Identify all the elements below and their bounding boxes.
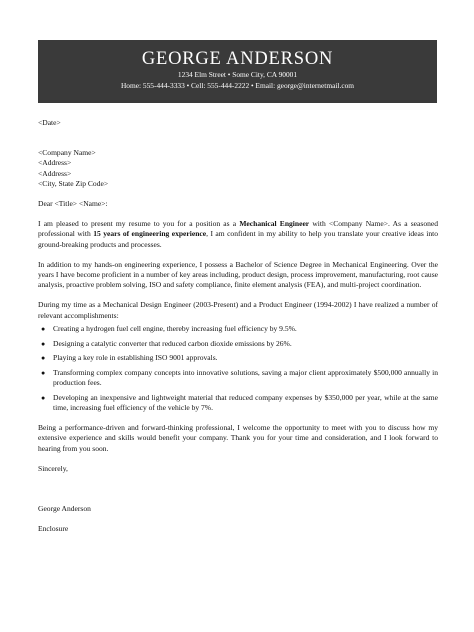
closing-sincerely: Sincerely, [38,463,68,473]
list-item [38,339,438,349]
paragraph-intro [38,219,438,250]
sender-contact: Home: 555-444-3333 • Cell: 555-444-2222 • Email: george@internetmail.com [120,81,355,90]
bullet-icon: ● [41,394,46,403]
recipient-city-state-zip: <City, State Zip Code> [38,178,109,188]
paragraph-experience: During my time as a Mechanical Design Engineer (2003-Present) and a Product Engineer (1994-2002) I have realized a number of relevant accomplishments: [38,300,438,320]
bullet-icon: ● [41,354,46,363]
paragraph-skills: In addition to my hands-on engineering experience, I possess a Bachelor of Science Degree in Mechanical Engineering. Over the years I have become proficient in a number of key areas including, product design, process improvement, manufacturing, root cause analysis, proactive problem solving, ISO and safety compliance, finite element analysis (FEA), and multi-project coordination. [38,259,438,290]
recipient-block [38,148,438,189]
recipient-address-2: <Address> [38,168,72,178]
sender-address: 1234 Elm Street • Some City, CA 90001 [177,70,298,79]
salutation: Dear <Title> <Name>: [38,199,108,209]
bullet-icon: ● [41,324,46,333]
signature-name: George Anderson [38,504,91,514]
sender-name: GEORGE ANDERSON [141,49,334,69]
bullet-icon: ● [41,369,46,378]
list-item-text: Designing a catalytic converter that reduced carbon dioxide emissions by 26%. [53,338,292,348]
recipient-company: <Company Name> [38,148,96,158]
list-item [38,368,438,388]
accomplishments-list [38,324,438,414]
list-item-text: Transforming complex company concepts into innovative solutions, saving a major client approximately $500,000 annually in production fees. [53,368,438,388]
letterhead [38,40,437,103]
list-item-text: Developing an inexpensive and lightweight material that reduced company expenses by $350,000 per year, while at the same time, increasing fuel efficiency of the vehicle by 7%. [53,393,438,413]
letter-body [38,118,438,534]
list-item [38,324,438,334]
list-item-text: Playing a key role in establishing ISO 9001 approvals. [53,353,218,363]
paragraph-closing: Being a performance-driven and forward-thinking professional, I welcome the opportunity to meet with you to discuss how my extensive experience and skills would benefit your company. Thank you for your time and consideration, and I look forward to hearing from you soon. [38,423,438,453]
list-item [38,353,438,363]
list-item-text: Creating a hydrogen fuel cell engine, thereby increasing fuel efficiency by 9.5%. [53,323,297,333]
intro-text-1: I am pleased to present my resume to you for a position as a [38,219,240,229]
intro-experience: 15 years of engineering experience [93,229,207,239]
list-item [38,393,438,413]
intro-position: Mechanical Engineer [239,219,310,229]
recipient-address-1: <Address> [38,158,72,168]
enclosure-note: Enclosure [38,524,69,534]
intro-text-3: , I am confident in my ability to help you translate your creative ideas into ground-breaking products and processes. [38,229,438,249]
bullet-icon: ● [41,339,46,348]
intro-text-2: with <Company Name>. As a seasoned professional with [38,219,438,239]
date-field: <Date> [38,118,61,127]
